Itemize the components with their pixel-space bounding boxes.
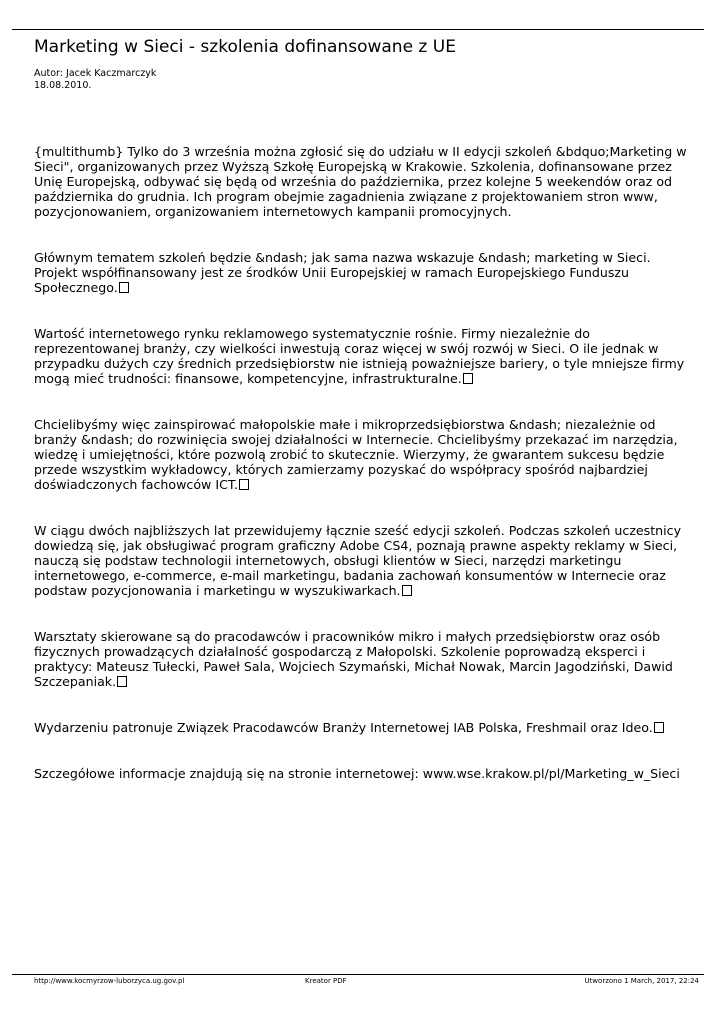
- article-meta: [34, 68, 156, 92]
- missing-glyph-box: [119, 282, 129, 293]
- publish-date: 18.08.2010.: [34, 80, 92, 91]
- paragraph-3: Wartość internetowego rynku reklamowego systematycznie rośnie. Firmy niezależnie do reprezentowanej branży, czy wielkości inwestują coraz więcej w swój rozwój w Sieci. O ile jednak w przypadku dużych czy średnich przedsiębiorstw nie istnieją poważniejsze bariery, o tyle mniejsze firmy mogą mieć trudności: finansowe, kompetencyjne, infrastrukturalne.: [34, 326, 685, 386]
- missing-glyph-box: [463, 373, 473, 384]
- details-link-text: Szczegółowe informacje znajdują się na stronie internetowej: www.wse.krakow.pl/pl/Marketing_w_Sieci: [34, 766, 680, 781]
- paragraph-1: {multithumb} Tylko do 3 września można zgłosić się do udziału w II edycji szkoleń &bdquo;Marketing w Sieci", organizowanych przez Wyższą Szkołę Europejską w Krakowie. Szkolenia, dofinansowane przez Unię Europejską, odbywać się będą od września do października, przez kolejne 5 weekendów oraz od października do grudnia. Ich program obejmie zagadnienia związane z projektowaniem stron www, pozycjonowaniem, organizowaniem internetowych kampanii promocyjnych.: [34, 144, 687, 219]
- paragraph-7: Wydarzeniu patronuje Związek Pracodawców Branży Internetowej IAB Polska, Freshmail oraz Ideo.: [34, 720, 690, 735]
- missing-glyph-box: [239, 479, 249, 490]
- article-title: Marketing w Sieci - szkolenia dofinansowane z UE: [34, 37, 456, 57]
- header-rule: [12, 29, 704, 30]
- footer-generator: Kreator PDF: [305, 977, 347, 985]
- footer-site-url: http://www.kocmyrzow-luborzyca.ug.gov.pl: [34, 977, 185, 985]
- footer-rule: [12, 974, 704, 975]
- paragraph-4: Chcielibyśmy więc zainspirować małopolskie małe i mikroprzedsiębiorstwa &ndash; niezależnie od branży &ndash; do rozwinięcia swojej działalności w Internecie. Chcielibyśmy przekazać im narzędzia, wiedzę i umiejętności, które pozwolą zrobić to skutecznie. Wierzymy, że gwarantem sukcesu będzie przede wszystkim wykładowcy, których zamierzamy pozyskać do współpracy spośród najbardziej doświadczonych fachowców ICT.: [34, 417, 678, 492]
- paragraph-6: Warsztaty skierowane są do pracodawców i pracowników mikro i małych przedsiębiorstw oraz osób fizycznych prowadzących działalność gospodarczą z Małopolski. Szkolenie poprowadzą eksperci i praktycy: Mateusz Tułecki, Paweł Sala, Wojciech Szymański, Michał Nowak, Marcin Jagodziński, Dawid Szczepaniak.: [34, 629, 673, 689]
- author-line: Autor: Jacek Kaczmarczyk: [34, 68, 157, 79]
- paragraph-8: [34, 766, 690, 781]
- footer-created-date: Utworzono 1 March, 2017, 22:24: [584, 977, 699, 985]
- missing-glyph-box: [654, 722, 664, 733]
- missing-glyph-box: [402, 585, 412, 596]
- article-body: [34, 144, 690, 781]
- missing-glyph-box: [117, 676, 127, 687]
- paragraph-2: Głównym tematem szkoleń będzie &ndash; jak sama nazwa wskazuje &ndash; marketing w Sieci. Projekt współfinansowany jest ze środków Unii Europejskiej w ramach Europejskiego Funduszu Społecznego.: [34, 250, 651, 295]
- paragraph-5: W ciągu dwóch najbliższych lat przewidujemy łącznie sześć edycji szkoleń. Podczas szkoleń uczestnicy dowiedzą się, jak obsługiwać program graficzny Adobe CS4, poznają prawne aspekty reklamy w Sieci, nauczą się podstaw technologii internetowych, obsługi klientów w Sieci, narzędzi marketingu internetowego, e-commerce, e-mail marketingu, badania zachowań konsumentów w Internecie oraz podstaw pozycjonowania i marketingu w wyszukiwarkach.: [34, 523, 682, 598]
